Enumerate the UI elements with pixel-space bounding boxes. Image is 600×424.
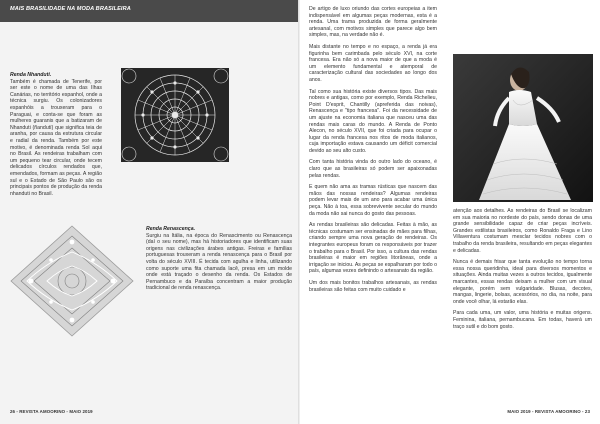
right-page (300, 0, 600, 424)
renascenca-lace-icon (7, 222, 137, 340)
section-renascenca-heading: Renda Renascença. (146, 226, 196, 232)
paragraph: Com tanta história vinda do outro lado do oceano, é claro que as brasileiras só podem ser apaixonadas pelas rendas. (309, 159, 437, 179)
left-page-footer: 26 - REVISTA AMOORINO - MAIO 2019 (10, 409, 93, 414)
header-band (0, 0, 300, 22)
paragraph: Um dos mais bonitos trabalhos artesanais, as rendas brasileiras são feitas com muito cuidado e (309, 279, 437, 293)
right-column-1 (309, 6, 437, 298)
paragraph: E quem não ama as tramas rústicas que nascem das mãos das nossas rendeiras? Algumas rendeiras podem levar mais de um ano para acabar uma única peça. Não à toa, essa sobrevivente secular do mundo da moda não sai nunca do gosto das pessoas. (309, 184, 437, 217)
nhanduti-lace-icon (121, 68, 229, 162)
paragraph: Mais distante no tempo e no espaço, a renda já era figurinha bem carimbada pelo século XVI, na corte francesa. Era não só a nova maior de que a moda é um elemento fundamental e atemporal de caracterização cultural das sociedades ao longo dos anos. (309, 43, 437, 83)
section-renascenca (146, 226, 292, 292)
paragraph: Tal como sua história existe diversos tipos. Das mais nobres e antigas, como por exemplo, Renda Richelieu, Point D'esprit, Chantilly (apreferida das noivas), Renascença e "tipo francesa". Foi da necessidade de um ajuste na economia italiana que nasceu uma das rendas mais caras do mundo. A Renda de Ponto Alecon, no século XVII, que foi criada para ocupar o lugar da renda francesa nos ritos de moda italianos, cuja importação estava causando um déficit comercial devido ao seu alto custo. (309, 88, 437, 154)
section-renascenca-body: Surgiu na Itália, na época do Renascimento ou Renascença (daí o seu nome), mas há historiadores que identificam suas origens nas civilizações árabes antigas. Freiras e famílias portuguesas trouxeram a renda renascença para o Brasil por volta do século XVIII. É tecida com agulha e linha, utilizando como suporte uma fita chamada lacê, presa em um molde onde está traçado o desenho da renda. Os Estados de Pernambuco e da Paraíba concentram a maior produção tradicional de renda renascença. (146, 232, 292, 292)
paragraph: Nunca é demais frisar que tanta evolução no tempo torna essa nossa queridinha, ideal para diversos momentos e situações. Ainda muitas vezes a outros tecidos, igualmente marcantes, essas rendas deixam a mulher com um visual elegante, porém sem vulgaridade. Blusas, decotes, mangas, lingerie, bolsas, acessórios, no dia, na noite, para onde você olhar, lá estarão elas. (453, 259, 592, 305)
right-column-2 (453, 208, 592, 335)
section-nhanduti (10, 72, 102, 197)
header-title: MAIS BRASILIDADE NA MODA BRASILEIRA (10, 6, 131, 12)
bride-lace-dress-photo (453, 54, 593, 202)
paragraph: Para cada uma, um valor, uma história e muitas origens. Feminina, italiana, pernambucana. Em todas, haverá um traço sutil e do bom gosto. (453, 310, 592, 330)
right-page-footer: MAIO 2019 - REVISTA AMOORINO - 23 (507, 409, 590, 414)
section-nhanduti-body: Também é chamada de Tenerife, por ser este o nome de uma das Ilhas Canárias, no território espanhol, onde a técnica surgiu. Os colonizadores espanhóis a trouxeram para o Paraguai, e conta-se que foram as mulheres guaranis que a batizaram de Nhanduti (ñandutí) que significa teia de aranha, por causa da estrutura circular e radial da renda. Também por este motivo, é denominada renda Sol aqui no Brasil. As rendeiras trabalham com um pequeno tear circular, onde tecem delicados círculos rendados que, emendados, formam as peças. A região sul e o Estado de São Paulo são os principais pontos de produção da renda nhanduti no Brasil. (10, 78, 102, 197)
paragraph: atenção aos detalhes. As rendeiras do Brasil se localizam em sua maioria no nordeste do país, sendo donas de uma grande sensibilidade capaz de criar peças incríveis. Grandes estilistas brasileiros, como Ronaldo Fraga e Lino Villaventura costumam mesclar tecidos nobres com o trabalho da renda brasileira, resultando em peças elegantes e delicadas. (453, 208, 592, 254)
section-nhanduti-heading: Renda Nhanduti. (10, 72, 52, 78)
paragraph: De artigo de luxo oriundo das cortes europeias a item indispensável em algumas peças modernas, esta é a renda. Uma trama produzida de forma geralmente artesanal, com motivos simples que parece algo bem simples, mas, na verdade não é. (309, 6, 437, 39)
paragraph: As rendas brasileiras são delicadas. Feitas à mão, as técnicas costumam ser ensinadas de mães para filhas, criando sempre uma nova geração de rendeiras. Os integrantes europeus foram os responsáveis por trazer o trabalho para o Brasil. Por isso, a cultura das rendas brasileiras é maior em regiões litorâneas, onde a irrigação se iniciou. As peças se espalharam por todo o país, algumas vezes definindo o artesanato da região. (309, 222, 437, 275)
